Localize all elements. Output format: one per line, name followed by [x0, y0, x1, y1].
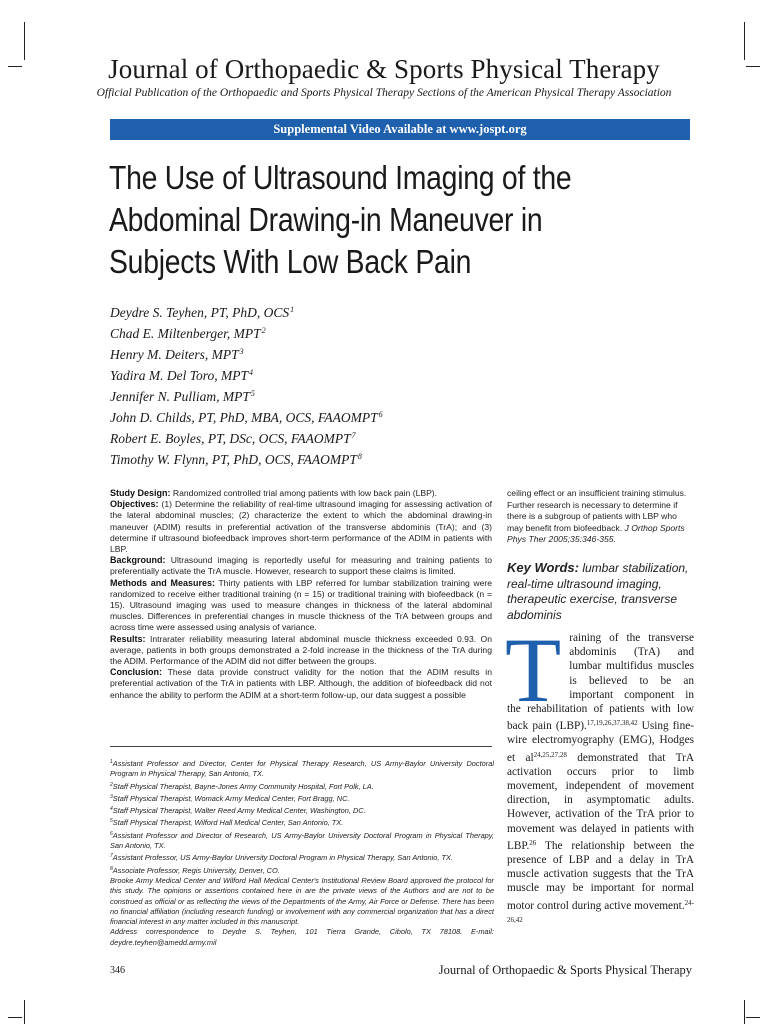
- citation: J Orthop Sports Phys Ther 2005;35:346-355.: [507, 522, 685, 545]
- footnotes: [110, 757, 494, 948]
- author: Henry M. Deiters, MPT$^3$: [110, 347, 244, 362]
- footnote-divider: [110, 746, 492, 747]
- author: Jennifer N. Pulliam, MPT$^5$: [110, 389, 255, 404]
- supplemental-video-banner[interactable]: Supplemental Video Available at www.jospt.org: [110, 119, 690, 140]
- footnote: $^3$Staff Physical Therapist, Womack Army Medical Center, Fort Bragg, NC.: [110, 793, 350, 803]
- article-title-line: The Use of Ultrasound Imaging of the: [109, 159, 572, 196]
- footnote: $^8$Associate Professor, Regis University, Denver, CO.: [110, 865, 280, 875]
- crop-mark-bottom-right-vertical: [744, 1000, 745, 1024]
- page-number: 346: [110, 965, 125, 976]
- key-words-text: lumbar stabilization, real-time ultrasound imaging, therapeutic exercise, transverse abdominis: [507, 561, 689, 622]
- author: John D. Childs, PT, PhD, MBA, OCS, FAAOMPT$^6$: [110, 410, 383, 425]
- author: Yadira M. Del Toro, MPT$^4$: [110, 368, 254, 383]
- author-list: [110, 301, 383, 469]
- footnote: $^4$Staff Physical Therapist, Walter Reed Army Medical Center, Washington, DC.: [110, 806, 366, 816]
- abstract-study-design: Study Design: Randomized controlled trial among patients with low back pain (LBP).: [110, 488, 438, 498]
- crop-mark-bottom-left-vertical: [24, 1000, 25, 1024]
- abstract: [110, 488, 492, 701]
- abstract-background: Background: Ultrasound imaging is reportedly useful for measuring and training patients to preferentially activate the TrA muscle. However, research to support these claims is limited.: [110, 555, 492, 577]
- abstract-results: Results: Intrarater reliability measuring lateral abdominal muscle thickness exceeded 0.93. On average, patients in both groups demonstrated a 2-fold increase in the thickness of the TrA during the ADIM. Performance of the ADIM did not differ between the groups.: [110, 633, 492, 667]
- journal-subtitle: Official Publication of the Orthopaedic and Sports Physical Therapy Sections of the American Physical Therapy Association: [96, 87, 672, 99]
- footnote: $^2$Staff Physical Therapist, Bayne-Jones Army Community Hospital, Fort Polk, LA.: [110, 781, 374, 791]
- article-title-line: Subjects With Low Back Pain: [109, 243, 472, 280]
- abstract-conclusion: Conclusion: These data provide construct validity for the notion that the ADIM results in preferential activation of the TrA in patients with LBP. Although, the addition of biofeedback did not enhance the ability to perform the ADIM at a short-term follow-up, our data suggest a possible: [110, 667, 492, 700]
- footnote: $^1$Assistant Professor and Director, Center for Physical Therapy Research, US Army-Baylor University Doctoral Program in Physical Therapy, San Antonio, TX.: [110, 759, 494, 779]
- footnote: $^7$Assistant Professor, US Army-Baylor University Doctoral Program in Physical Therapy, San Antonio, TX.: [110, 853, 454, 863]
- body-text: Training of the transverse abdominis (TrA) and lumbar multifidus muscles is believed to be an important component in the rehabilitation of patients with low back pain (LBP).$^{17,19,26,37,38,42}$ Using fine-wire electromyography (EMG), Hodges et al$^{24,25,27,28}$ demonstrated that TrA activation occurs prior to limb movement, independent of movement direction, in asymptomatic adults. However, activation of the TrA prior to movement was delayed in patients with LBP.$^{26}$ The relationship between the presence of LBP and a delay in TrA muscle activation suggests that the TrA muscle may be important for normal motor control during active movement.$^{24-26,42}$: [505, 619, 694, 924]
- drop-cap: T: [505, 619, 562, 721]
- footnote: $^5$Staff Physical Therapist, Wilford Hall Medical Center, San Antonio, TX.: [110, 818, 344, 828]
- footnote: $^6$Assistant Professor and Director of Research, US Army-Baylor University Doctoral Program in Physical Therapy, San Antonio, TX.: [110, 830, 494, 851]
- author: Chad E. Miltenberger, MPT$^2$: [110, 326, 266, 341]
- running-footer: Journal of Orthopaedic & Sports Physical Therapy: [438, 963, 692, 977]
- journal-title: Journal of Orthopaedic & Sports Physical Therapy: [108, 54, 660, 84]
- crop-mark-bottom-right-horizontal: [746, 1017, 760, 1018]
- abstract-methods: Methods and Measures: Thirty patients with LBP referred for lumbar stabilization training were randomized to receive either traditional training (n = 15) or traditional training with biofeedback (n = 15). Ultrasound imaging was used to measure changes in thickness of the lateral abdominal muscles. Differences in preferential changes in muscle thickness of the TrA between groups and across time were assessed using analysis of variance.: [110, 577, 492, 633]
- key-words: [507, 560, 697, 623]
- article-title: [109, 157, 625, 283]
- author: Deydre S. Teyhen, PT, PhD, OCS$^1$: [110, 305, 295, 320]
- abstract-continuation: ceiling effect or an insufficient training stimulus. Further research is necessary to determine if there is a subgroup of patients with LBP who may benefit from biofeedback. J Orthop Sports Phys Ther 2005;35:346-355.: [507, 488, 687, 545]
- abstract-objectives: Objectives: (1) Determine the reliability of real-time ultrasound imaging for assessing activation of the lateral abdominal muscles; (2) characterize the extent to which the abdominal drawing-in maneuver (ADIM) results in preferential activation of the transverse abdominis (TrA); and (3) determine if ultrasound biofeedback improves short-term performance of the ADIM in patients with LBP.: [110, 499, 492, 555]
- article-title-line: Abdominal Drawing-in Maneuver in: [109, 201, 543, 238]
- footnote: Address correspondence to Deydre S. Teyhen, 101 Tierra Grande, Cibolo, TX 78108. E-mail: deydre.teyhen@amedd.army.mil: [110, 927, 494, 947]
- footnote: Brooke Army Medical Center and Wilford Hall Medical Center's Institutional Review Board approved the protocol for this study. The opinions or assertions contained here in are the private views of the Authors and are not to be construed as official or as reflecting the views of the Departments of the Army, Air Force or Defense. There has been no financial affiliation (including research funding) or involvement with any commercial organization that has a direct financial interest in any matter included in this manuscript.: [110, 875, 494, 927]
- author: Timothy W. Flynn, PT, PhD, OCS, FAAOMPT$^8$: [110, 452, 362, 467]
- crop-mark-bottom-left-horizontal: [8, 1017, 22, 1018]
- author: Robert E. Boyles, PT, DSc, OCS, FAAOMPT$^7$: [110, 431, 356, 446]
- key-words-label: Key Words:: [507, 560, 579, 575]
